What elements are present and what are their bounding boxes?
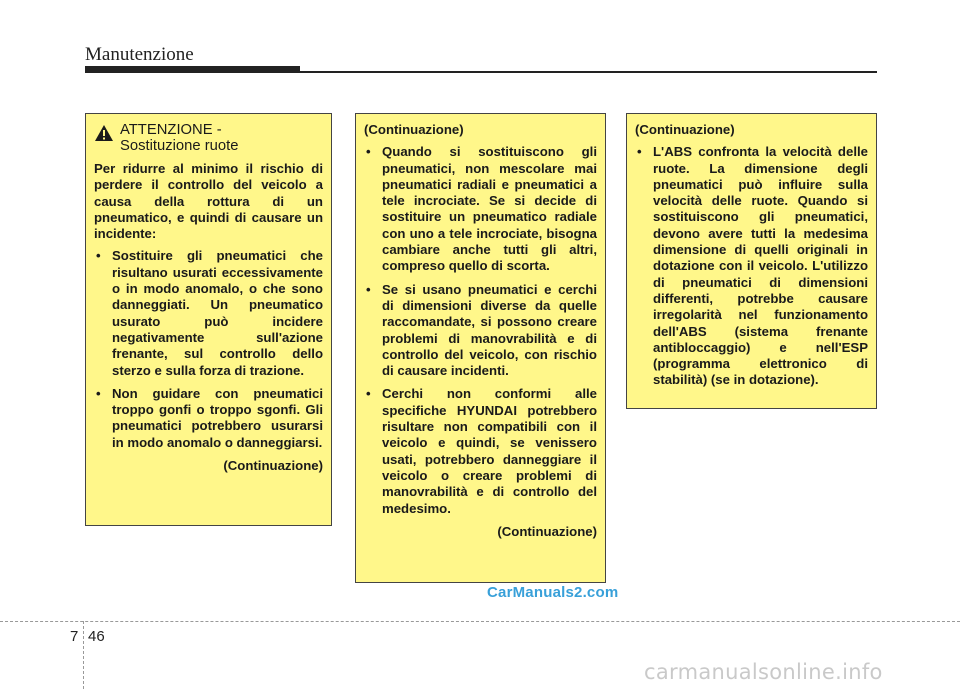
continuation-label: (Continuazione) (497, 523, 597, 539)
continuation-box-2 (355, 113, 606, 583)
site-watermark: carmanualsonline.info (644, 660, 883, 684)
list-item: • Cerchi non conformi alle specifiche HYUNDAI potrebbero risultare non compatibili con il veicolo e quindi, se venissero usati, potrebbero danneggiare il veicolo o creare problemi di manovrabilità e di controllo del medesimo. (364, 386, 597, 516)
warning-header (94, 122, 323, 154)
warning-title (120, 122, 238, 154)
continuation-heading: (Continuazione) (635, 122, 735, 137)
list-item: • L'ABS confronta la velocità delle ruote. La dimensione degli pneumatici può influire sulla velocità delle ruote. Quando si sostituiscono gli pneumatici, devono avere tutti la medesima dimensione di quelli originali in dotazione con il veicolo. L'utilizzo di pneumatici di dimensioni differenti, potrebbe causare irregolarità nel funzionamento dell'ABS (sistema frenante antibloccaggio) e nell'ESP (programma elettronico di stabilità) (se in dotazione). (635, 144, 868, 388)
header-rule-thick (85, 66, 300, 73)
footer-divider (83, 621, 84, 689)
continuation-box-3 (626, 113, 877, 409)
warning-title-line1: ATTENZIONE - (120, 122, 222, 138)
continuation-heading: (Continuazione) (364, 122, 464, 137)
warning-title-line2: Sostituzione ruote (120, 138, 239, 154)
warning-triangle-icon (94, 124, 114, 142)
warning-bullet-list (94, 248, 323, 451)
list-item: • Se si usano pneumatici e cerchi di dimensioni diverse da quelle raccomandate, si possono creare problemi di manovrabilità e di controllo del veicolo, con rischio di causare incidenti. (364, 282, 597, 380)
footer-rule (0, 621, 960, 622)
bullet-list-3 (635, 144, 868, 388)
chapter-number: 7 (70, 628, 79, 645)
list-item: • Non guidare con pneumatici troppo gonfi o troppo sgonfi. Gli pneumatici potrebbero usurarsi in modo anomalo o danneggiarsi. (94, 386, 323, 451)
watermark-link[interactable]: CarManuals2.com (487, 584, 619, 601)
continuation-label: (Continuazione) (223, 458, 323, 474)
list-item: • Quando si sostituiscono gli pneumatici, non mescolare mai pneumatici radiali e pneumatici a tele incrociate. Se si decide di sostituire un pneumatico radiale con uno a tele incrociate, bisogna cambiare anche tutti gli altri, compreso quello di scorta. (364, 144, 597, 274)
header-rule-thin (300, 71, 877, 73)
warning-intro: Per ridurre al minimo il rischio di perdere il controllo del veicolo a causa della rottura di un pneumatico, e quindi di causare un incidente: (94, 161, 323, 242)
list-item: • Sostituire gli pneumatici che risultano usurati eccessivamente o in modo anomalo, o che sono danneggiati. Un pneumatico usurato può incidere negativamente sull'azione frenante, sul controllo dello sterzo e sulla forza di trazione. (94, 248, 323, 378)
warning-box (85, 113, 332, 526)
page-number: 46 (88, 628, 105, 645)
page-header-title: Manutenzione (85, 44, 194, 65)
bullet-list-2 (364, 144, 597, 517)
